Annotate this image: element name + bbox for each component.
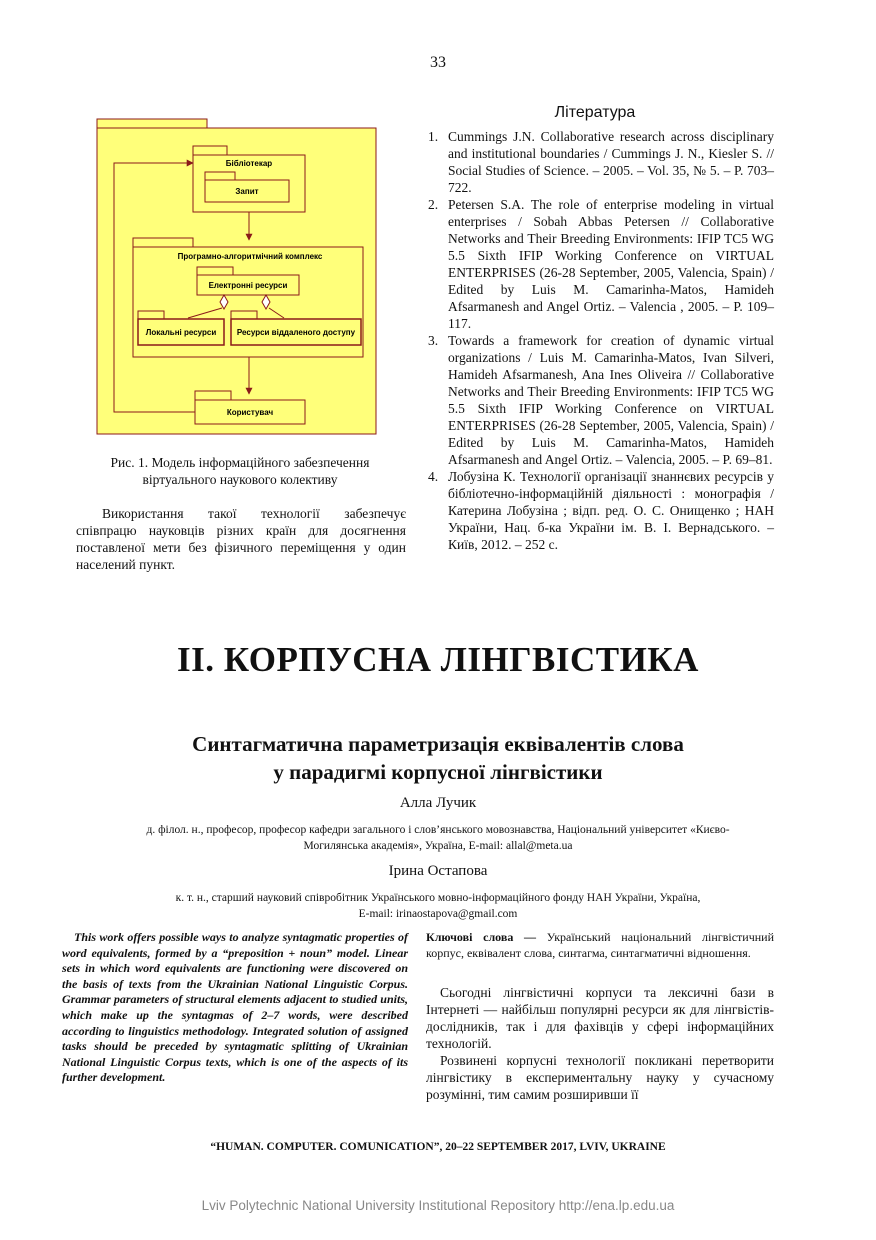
article-title xyxy=(0,730,876,786)
eresources-tab xyxy=(197,267,233,275)
keywords xyxy=(426,930,774,961)
keywords-text: Український національний лінгвістичний корпус, еквівалент слова, синтагма, синтагматичні відношення. xyxy=(426,930,775,960)
author-1: Алла Лучик xyxy=(399,795,477,811)
abstract: This work offers possible ways to analyze syntagmatic properties of word equivalents, formed by a “preposition + noun” model. Linear sets in which word equivalents are functioning were discovered on the basis of texts from the Ukrainian National Linguistic Corpus. Grammar parameters of structural elements adjacent to studied units, which make up the syntagmas of 2–7 words, were described according to linguistics methodology. Integrated solution of assigned tasks should be preceded by syntagmatic splitting of Ukrainian National Linguistic Corpus texts, which is one of the aspects of its further development. xyxy=(62,930,408,1085)
reference-number: 3. xyxy=(428,333,439,348)
reference-item xyxy=(428,128,774,196)
information-model-diagram xyxy=(96,118,378,436)
repository-footer: Lviv Polytechnic National University Institutional Repository http://ena.lp.edu.ua xyxy=(201,1198,675,1213)
references-list xyxy=(428,128,774,553)
author-2-affiliation xyxy=(80,890,796,922)
librarian-tab xyxy=(193,146,227,155)
outer-package-tab xyxy=(97,119,207,128)
affiliation-line: Могилянська академія», Україна, E-mail: allal@meta.ua xyxy=(303,840,573,852)
body-paragraph-2: Розвинені корпусні технології покликані перетворити лінгвістику в експериментальну науку у сучасному розумінні, тим самим розширивши її xyxy=(426,1053,774,1102)
reference-item xyxy=(428,332,774,468)
reference-number: 4. xyxy=(428,469,439,484)
reference-text: Petersen S.A. The role of enterprise modeling in virtual enterprises / Sobah Abbas Petersen // Collaborative Networks and Their Breeding Environments: IFIP TC5 WG 5.5 Sixth IFIP Working Conference on VIRTUAL ENTERPRISES (26-28 September, 2005, Valencia, Spain) / Edited by Luis M. Camarinha-Matos, Hamideh Afsarmanesh and Angel Ortiz. – Valencia , 2005. – P. 109–117. xyxy=(448,197,774,331)
figure-caption xyxy=(80,454,400,488)
user-tab xyxy=(195,391,231,400)
reference-text: Towards a framework for creation of dynamic virtual organizations / Luis M. Camarinha-Matos, Ivan Silveri, Hamideh Afsarmanesh, Ana Ines Oliveira // Collaborative Networks and Their Breeding Environments: IFIP TC5 WG 5.5 Sixth IFIP Working Conference on VIRTUAL ENTERPRISES (26-28 September, 2005, Valencia, Spain) / Edited by Luis M. Camarinha-Matos, Hamideh Afsarmanesh and Angel Ortiz. – Valencia, 2005. – P. 69–81. xyxy=(448,333,774,467)
section-heading: II. КОРПУСНА ЛІНГВІСТИКА xyxy=(177,640,699,679)
body-paragraph-1: Сьогодні лінгвістичні корпуси та лексичні бази в Інтернеті — найбільш популярні ресурси як для лінгвістів-дослідників, так і для фахівців у сфері інформаційних технологій. xyxy=(426,985,774,1051)
complex-label: Програмно-алгоритмічний комплекс xyxy=(177,252,323,261)
complex-tab xyxy=(133,238,193,247)
affiliation-line: к. т. н., старший науковий співробітник Українського мовно-інформаційного фонду НАН України, Україна, xyxy=(175,892,701,904)
local-label: Локальні ресурси xyxy=(145,328,217,337)
request-tab xyxy=(205,172,235,180)
eresources-label: Електронні ресурси xyxy=(208,281,288,290)
reference-number: 1. xyxy=(428,129,439,144)
page-number: 33 xyxy=(430,54,446,71)
left-paragraph: Використання такої технології забезпечує співпрацю науковців різних країн для досягнення поставленої мети без фізичного переміщення у один населений пункт. xyxy=(76,506,406,572)
references-title: Література xyxy=(554,104,636,121)
local-tab xyxy=(138,311,164,319)
author-1-affiliation xyxy=(80,822,796,854)
reference-text: Лобузіна К. Технології організації знаннєвих ресурсів у бібліотечно-інформаційній діяльності : монографія / Катерина Лобузіна ; відп. ред. О. С. Онищенко ; НАН України, Нац. б-ка України ім. В. І. Вернадського. – Київ, 2012. – 252 с. xyxy=(448,469,774,552)
remote-tab xyxy=(231,311,257,319)
author-2: Ірина Остапова xyxy=(388,863,488,879)
figure-caption-line1: Рис. 1. Модель інформаційного забезпечення xyxy=(110,455,370,470)
keywords-label: Ключові слова — xyxy=(426,930,537,944)
article-title-line1: Синтагматична параметризація еквівалентів слова xyxy=(192,732,684,756)
reference-text: Cummings J.N. Collaborative research across disciplinary and institutional boundaries / Cummings J. N., Kiesler S. // Social Studies of Science. – 2005. – Vol. 35, № 5. – P. 703–722. xyxy=(448,129,774,195)
librarian-label: Бібліотекар xyxy=(225,159,273,168)
request-label: Запит xyxy=(235,187,259,196)
reference-number: 2. xyxy=(428,197,439,212)
article-title-line2: у парадигмі корпусної лінгвістики xyxy=(273,760,603,784)
affiliation-line: E-mail: irinaostapova@gmail.com xyxy=(358,908,518,920)
figure-caption-line2: віртуального наукового колективу xyxy=(142,472,338,487)
reference-item xyxy=(428,468,774,553)
conference-footer: “HUMAN. COMPUTER. COMUNICATION”, 20–22 SEPTEMBER 2017, LVIV, UKRAINE xyxy=(210,1141,666,1153)
remote-label: Ресурси віддаленого доступу xyxy=(236,328,356,337)
reference-item xyxy=(428,196,774,332)
user-label: Користувач xyxy=(226,408,274,417)
affiliation-line: д. філол. н., професор, професор кафедри загального і слов’янського мовознавства, Національний університет «Києво- xyxy=(146,824,730,836)
